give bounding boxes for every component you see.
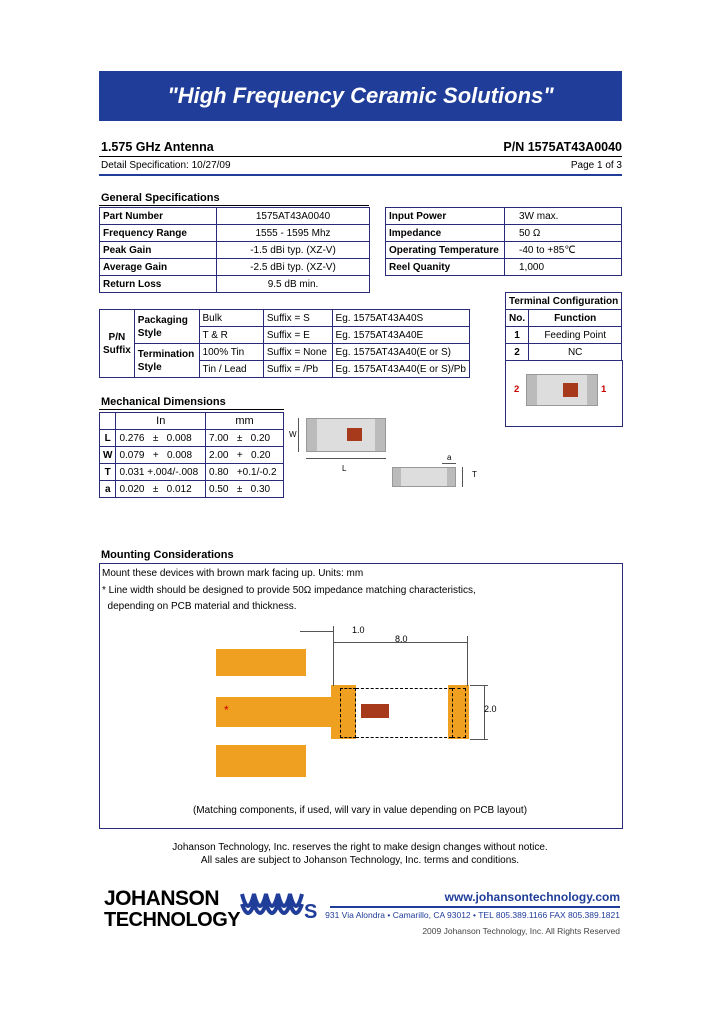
product-title: 1.575 GHz Antenna (101, 140, 214, 154)
dim-in: 0.020 ± 0.012 (116, 481, 206, 498)
chip-end-left (307, 419, 317, 451)
blank-cell (100, 413, 116, 430)
spec-value: 50 Ω (505, 225, 622, 242)
suffix-cell: Eg. 1575AT43A40E (332, 327, 469, 344)
part-number-title: P/N 1575AT43A0040 (503, 140, 622, 154)
general-spec-title: General Specifications (101, 192, 220, 204)
spec-value: 9.5 dB min. (217, 276, 370, 293)
col-function: Function (529, 310, 622, 327)
brown-mark (563, 383, 578, 397)
spec-label: Operating Temperature (386, 242, 505, 259)
table-row (100, 413, 284, 430)
dim-a-line (442, 463, 456, 464)
asterisk-mark: * (224, 703, 229, 717)
spec-value: 1575AT43A0040 (217, 208, 370, 225)
table-row (100, 447, 284, 464)
website-url[interactable]: www.johansontechnology.com (444, 890, 620, 904)
table-row (506, 310, 622, 327)
ground-pad-top (216, 649, 306, 676)
terminal-right-num: 1 (601, 384, 607, 395)
dim-t-label: T (472, 470, 477, 479)
dim-l-label: L (342, 464, 347, 473)
packaging-style-label (134, 310, 199, 344)
chip-top-view (306, 418, 386, 452)
table-row (386, 225, 622, 242)
suffix-cell: Eg. 1575AT43A40(E or S) (332, 344, 469, 361)
brown-mark-pcb (361, 704, 389, 718)
banner-title: "High Frequency Ceramic Solutions" (99, 71, 622, 121)
suffix-label: Suffix (103, 344, 131, 356)
table-row (506, 344, 622, 361)
header-rule-2 (99, 174, 622, 176)
section-rule (99, 409, 284, 410)
terminal-fn: Feeding Point (529, 327, 622, 344)
dim-20-label: 2.0 (484, 704, 497, 714)
suffix-table (99, 309, 470, 378)
dim-ext-line (467, 636, 468, 686)
spec-label: Reel Quanity (386, 259, 505, 276)
notice-2: All sales are subject to Johanson Technology, Inc. terms and conditions. (200, 855, 520, 866)
suffix-cell: Suffix = None (263, 344, 332, 361)
termination-style-label (134, 344, 199, 378)
header-rule (99, 156, 622, 157)
col-mm: mm (206, 413, 284, 430)
dim-mm: 2.00 + 0.20 (206, 447, 284, 464)
dim-10-arrow (300, 631, 333, 632)
dim-80-label: 8.0 (395, 634, 408, 644)
dim-key: W (100, 447, 116, 464)
spec-value: -2.5 dBi typ. (XZ-V) (217, 259, 370, 276)
table-row (506, 327, 622, 344)
dim-l-line (306, 458, 386, 459)
pn-suffix-label (100, 310, 135, 378)
address: 931 Via Alondra • Camarillo, CA 93012 • TEL 805.389.1166 FAX 805.389.1821 (325, 910, 620, 920)
chip-side-view (392, 467, 456, 487)
suffix-cell: Suffix = E (263, 327, 332, 344)
chip-end-right (447, 468, 455, 486)
spec-value: -1.5 dBi typ. (XZ-V) (217, 242, 370, 259)
suffix-cell: Suffix = S (263, 310, 332, 327)
spec-value: 1,000 (505, 259, 622, 276)
suffix-cell: Suffix = /Pb (263, 361, 332, 378)
dim-key: T (100, 464, 116, 481)
suffix-cell: Eg. 1575AT43A40S (332, 310, 469, 327)
terminal-left-num: 2 (514, 384, 520, 395)
mechanical-title: Mechanical Dimensions (101, 396, 226, 408)
chip-outline-left (340, 688, 356, 738)
table-row (100, 481, 284, 498)
dim-key: L (100, 430, 116, 447)
table-row (100, 208, 370, 225)
table-row (506, 293, 622, 310)
spec-label: Peak Gain (100, 242, 217, 259)
pn-label: P/N (108, 331, 126, 343)
dim-t-line (462, 467, 463, 487)
dim-in: 0.079 + 0.008 (116, 447, 206, 464)
spec-value: 1555 - 1595 Mhz (217, 225, 370, 242)
mechanical-table (99, 412, 284, 498)
logo-wave-icon (238, 888, 318, 924)
copyright: 2009 Johanson Technology, Inc. All Rights Reserved (422, 926, 620, 936)
col-in: In (116, 413, 206, 430)
dim-key: a (100, 481, 116, 498)
terminal-table (505, 292, 622, 361)
table-row (386, 259, 622, 276)
chip-end-right (375, 419, 385, 451)
brown-mark (347, 428, 362, 441)
notice-1: Johanson Technology, Inc. reserves the right to make design changes without notice. (172, 842, 548, 853)
mounting-line-2: * Line width should be designed to provide 50Ω impedance matching characteristics, (102, 585, 476, 596)
spec-label: Return Loss (100, 276, 217, 293)
terminal-no: 1 (506, 327, 529, 344)
col-no: No. (506, 310, 529, 327)
footer-rule (330, 906, 620, 908)
spec-label: Part Number (100, 208, 217, 225)
table-row (100, 276, 370, 293)
chip-outline-right (452, 688, 466, 738)
logo-technology: TECHNOLOGY (104, 909, 241, 931)
terminal-no: 2 (506, 344, 529, 361)
dim-w-line (298, 418, 299, 452)
logo-johanson: JOHANSON (104, 887, 220, 910)
general-spec-table-right (385, 207, 622, 276)
mounting-line-1: Mount these devices with brown mark facing up. Units: mm (102, 568, 364, 579)
table-row (100, 259, 370, 276)
mounting-title: Mounting Considerations (101, 549, 234, 561)
packaging-label: Packaging (137, 314, 188, 326)
dim-mm: 0.80 +0.1/-0.2 (206, 464, 284, 481)
table-row (100, 344, 470, 361)
table-row (100, 310, 470, 327)
termination-label: Termination (137, 348, 195, 360)
dim-w-label: W (289, 430, 297, 439)
table-row (100, 430, 284, 447)
spec-label: Impedance (386, 225, 505, 242)
table-row (100, 242, 370, 259)
terminal-fn: NC (529, 344, 622, 361)
dim-a-label: a (447, 453, 452, 462)
page-number: Page 1 of 3 (570, 160, 622, 171)
dim-in: 0.276 ± 0.008 (116, 430, 206, 447)
general-spec-table-left (99, 207, 370, 293)
terminal-chip-diagram (526, 374, 598, 406)
chip-end-left (393, 468, 401, 486)
detail-spec: Detail Specification: 10/27/09 (101, 160, 231, 171)
dim-ext-line (470, 739, 488, 740)
dim-in: 0.031 +.004/-.008 (116, 464, 206, 481)
mounting-line-3: depending on PCB material and thickness. (102, 601, 297, 612)
feed-line (216, 697, 334, 727)
dim-10-label: 1.0 (352, 625, 365, 635)
suffix-cell: Bulk (199, 310, 263, 327)
dim-ext-line (470, 685, 488, 686)
terminal-title: Terminal Configuration (506, 293, 622, 310)
section-rule (99, 205, 369, 206)
table-row (100, 464, 284, 481)
matching-note: (Matching components, if used, will vary in value depending on PCB layout) (192, 805, 528, 816)
chip-end-left (527, 375, 537, 405)
suffix-cell: Eg. 1575AT43A40(E or S)/Pb (332, 361, 469, 378)
svg-text:S: S (304, 901, 318, 923)
spec-label: Input Power (386, 208, 505, 225)
spec-value: 3W max. (505, 208, 622, 225)
style-label: Style (137, 327, 162, 339)
suffix-cell: 100% Tin (199, 344, 263, 361)
spec-label: Frequency Range (100, 225, 217, 242)
dim-mm: 7.00 ± 0.20 (206, 430, 284, 447)
suffix-cell: T & R (199, 327, 263, 344)
chip-end-right (587, 375, 597, 405)
spec-label: Average Gain (100, 259, 217, 276)
style-label: Style (137, 361, 162, 373)
spec-value: -40 to +85℃ (505, 242, 622, 259)
table-row (386, 242, 622, 259)
dim-mm: 0.50 ± 0.30 (206, 481, 284, 498)
table-row (386, 208, 622, 225)
suffix-cell: Tin / Lead (199, 361, 263, 378)
table-row (100, 225, 370, 242)
dim-ext-line (333, 626, 334, 686)
ground-pad-bottom (216, 745, 306, 777)
